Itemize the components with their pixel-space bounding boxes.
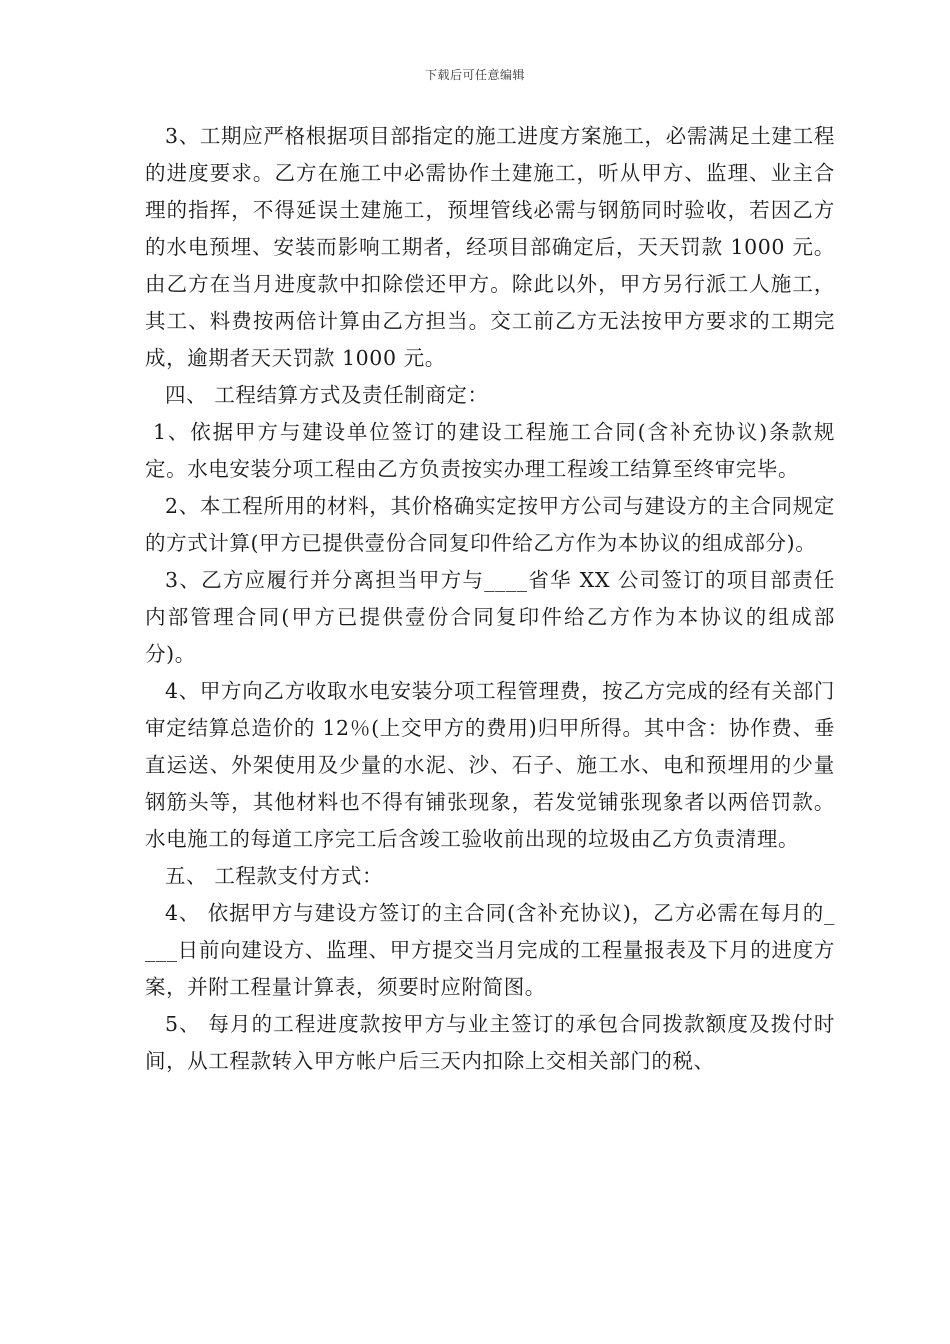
clause-2-materials: 2、本工程所用的材料，其价格确实定按甲方公司与建设方的主合同规定的方式计算(甲方已提供壹份合同复印件给乙方作为本协议的组成部分)。 — [145, 494, 835, 555]
section-4-heading: 四、 工程结算方式及责任制商定： — [165, 383, 489, 407]
clause-3-responsibility: 3、乙方应履行并分离担当甲方与____省华 XX 公司签订的项目部责任内部管理合同(甲方已提供壹份合同复印件给乙方作为本协议的组成部分)。 — [145, 568, 835, 666]
document-body — [145, 118, 835, 1080]
clause-1-settlement: 1、依据甲方与建设单位签订的建设工程施工合同(含补充协议)条款规定。水电安装分项工程由乙方负责按实办理工程竣工结算至终审完毕。 — [145, 420, 835, 481]
clause-3-schedule: 3、工期应严格根据项目部指定的施工进度方案施工，必需满足土建工程的进度要求。乙方在施工中必需协作土建施工，听从甲方、监理、业主合理的指挥，不得延误土建施工，预埋管线必需与钢筋同时验收，若因乙方的水电预埋、安装而影响工期者，经项目部确定后，天天罚款 1000 元。由乙方在当月进度款中扣除偿还甲方。除此以外，甲方另行派工人施工，其工、料费按两倍计算由乙方担当。交工前乙方无法按甲方要求的工期完成，逾期者天天罚款 1000 元。 — [145, 124, 835, 370]
clause-4-payment-report: 4、 依据甲方与建设方签订的主合同(含补充协议)，乙方必需在每月的____日前向建设方、监理、甲方提交当月完成的工程量报表及下月的进度方案，并附工程量计算表，须要时应附简图。 — [145, 901, 835, 999]
section-5-heading: 五、 工程款支付方式： — [165, 864, 384, 888]
page-header: 下载后可任意编辑 — [424, 68, 525, 82]
clause-4-management-fee: 4、甲方向乙方收取水电安装分项工程管理费，按乙方完成的经有关部门审定结算总造价的 12％(上交甲方的费用)归甲所得。其中含：协作费、垂直运送、外架使用及少量的水泥、沙、石子、施工水、电和预埋用的少量钢筋头等，其他材料也不得有铺张现象，若发觉铺张现象者以两倍罚款。水电施工的每道工序完工后含竣工验收前出现的垃圾由乙方负责清理。 — [145, 679, 835, 851]
clause-5-progress-payment: 5、 每月的工程进度款按甲方与业主签订的承包合同拨款额度及拨付时间，从工程款转入甲方帐户后三天内扣除上交相关部门的税、 — [145, 1012, 835, 1073]
